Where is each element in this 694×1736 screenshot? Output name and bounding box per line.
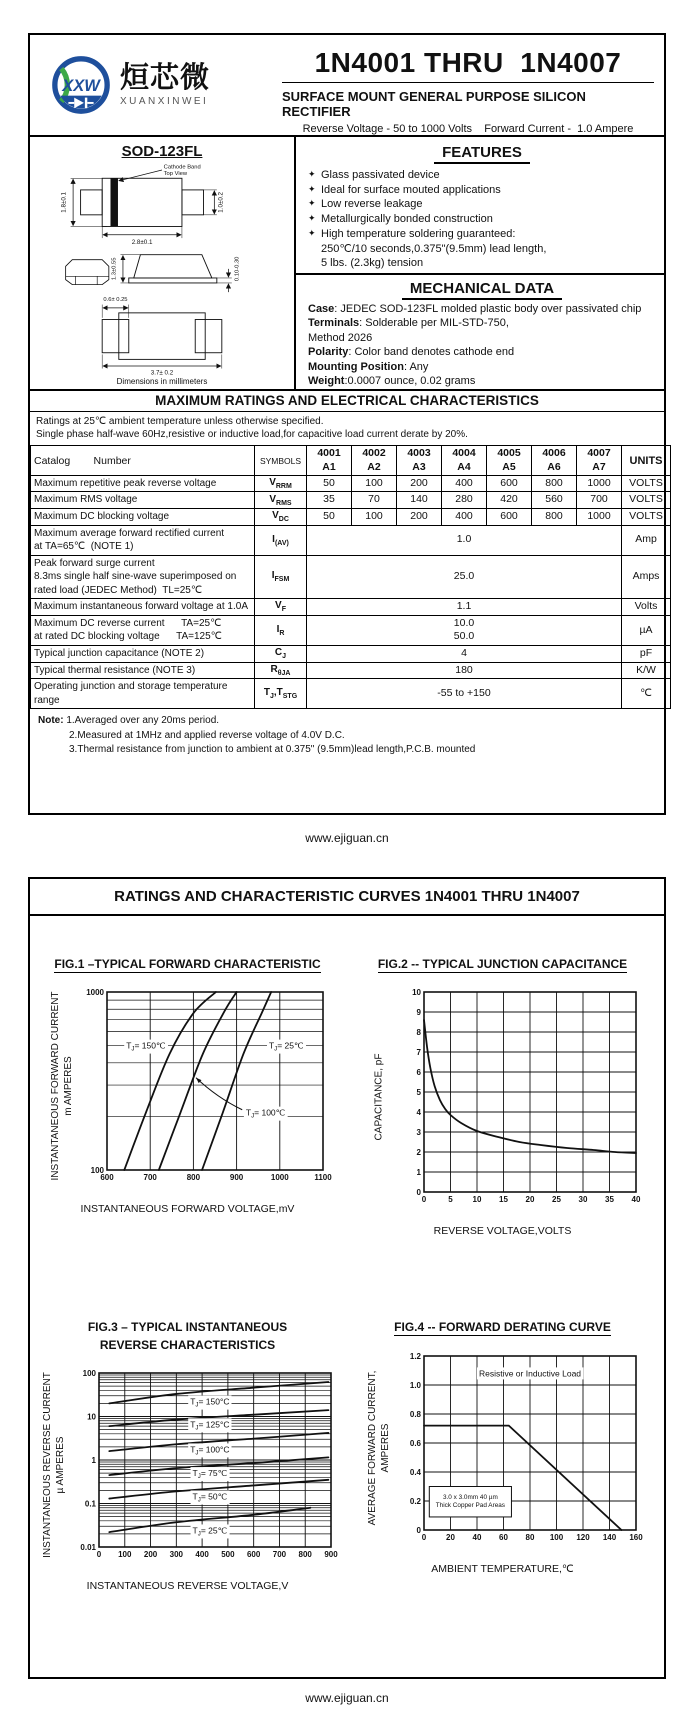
row-value-span: 180	[307, 662, 622, 679]
svg-text:2: 2	[416, 1148, 421, 1158]
row-unit: Volts	[622, 599, 671, 616]
fig1-y-axis-label	[45, 986, 79, 1186]
row-unit: ℃	[622, 679, 671, 709]
table-row	[31, 555, 671, 599]
row-symbol: $I_{(AV)}$	[255, 525, 307, 555]
header-part-number	[307, 446, 352, 475]
bullet-icon: ✦	[308, 169, 316, 179]
feature-item	[308, 242, 656, 257]
feature-text: High temperature soldering guaranteed:	[321, 227, 516, 240]
mechanical-heading: MECHANICAL DATA	[308, 280, 656, 297]
row-value: 1000	[577, 508, 622, 525]
row-value: 35	[307, 492, 352, 509]
feature-text: 5 lbs. (2.3kg) tension	[321, 257, 424, 270]
row-value: 200	[397, 508, 442, 525]
dim-pad-ext: 0.6± 0.25	[103, 297, 128, 304]
package-iso-view	[66, 260, 109, 285]
svg-text:60: 60	[498, 1532, 508, 1542]
svg-text:1100: 1100	[313, 1173, 332, 1183]
bullet-icon: ✦	[308, 227, 316, 238]
svg-text:0: 0	[421, 1195, 426, 1205]
figure-fig1	[30, 956, 345, 1215]
dim-body-width: 2.8±0.1	[131, 238, 153, 246]
table-row	[31, 492, 671, 509]
svg-text:9: 9	[416, 1008, 421, 1018]
row-symbol: $I_{FSM}$	[255, 555, 307, 599]
feature-item	[308, 227, 656, 242]
figure-title-line	[54, 956, 320, 973]
svg-text:TJ= 150°C: $T_J= 150^\circ C$	[189, 1396, 230, 1409]
row-symbol: $C_J$	[255, 645, 307, 662]
svg-text:15: 15	[498, 1195, 508, 1205]
mechanical-data-line: Case: JEDEC SOD-123FL molded plastic body over passivated chip	[308, 302, 642, 315]
note-line: Note: 1.Averaged over any 20ms period.	[38, 715, 220, 727]
features-mechanical-column	[296, 137, 664, 389]
svg-text:TJ= 25℃: $T_J=$ 25℃	[268, 1040, 304, 1053]
mech-label: Terminals	[308, 317, 360, 330]
row-value-span: -55 to +150	[307, 679, 622, 709]
title-rule	[282, 82, 654, 83]
svg-text:500: 500	[220, 1550, 235, 1560]
svg-text:700: 700	[272, 1550, 286, 1560]
features-box	[296, 137, 664, 275]
svg-text:0: 0	[416, 1525, 421, 1535]
svg-text:TJ= 50℃: $T_J=$ 50℃	[192, 1491, 227, 1504]
fig3-y-axis-label	[37, 1367, 71, 1563]
page1-header	[30, 35, 664, 137]
header-part-number	[397, 446, 442, 475]
row-parameter: Peak forward surge current 8.3ms single half sine-wave superimposed on rated load (JEDEC Method) TL=25℃	[31, 555, 255, 599]
row-value: 600	[487, 508, 532, 525]
svg-text:0: 0	[96, 1550, 101, 1560]
row-parameter: Maximum instantaneous forward voltage at 1.0A	[31, 599, 255, 616]
row-value: 100	[352, 508, 397, 525]
svg-text:10: 10	[411, 988, 421, 998]
device-description: SURFACE MOUNT GENERAL PURPOSE SILICON RECTIFIER	[282, 89, 586, 119]
svg-text:700: 700	[143, 1173, 157, 1183]
row-value-span: 1.1	[307, 599, 622, 616]
fig3-plot	[71, 1367, 339, 1563]
row-parameter: Maximum RMS voltage	[31, 492, 255, 509]
part-number: 4005	[497, 447, 521, 460]
feature-item	[308, 197, 656, 212]
table-header-row	[31, 446, 671, 475]
svg-text:1000: 1000	[270, 1173, 289, 1183]
fig2-y-axis-label	[362, 986, 396, 1208]
part-suffix: A5	[502, 460, 516, 473]
svg-text:20: 20	[445, 1532, 455, 1542]
svg-text:100: 100	[117, 1550, 131, 1560]
curves-page-heading: RATINGS AND CHARACTERISTIC CURVES 1N4001 THRU 1N4007	[30, 879, 664, 916]
table-row	[31, 599, 671, 616]
fig3-title	[88, 1319, 287, 1354]
part-number: 4007	[587, 447, 611, 460]
mech-label: Weight	[308, 375, 345, 388]
figure-title-text: FIG.1 –TYPICAL FORWARD CHARACTERISTIC	[54, 957, 321, 971]
package-and-features	[30, 137, 664, 391]
row-value: 560	[532, 492, 577, 509]
row-value: 800	[532, 508, 577, 525]
figure-title-text: FIG.2 -- TYPICAL JUNCTION CAPACITANCE	[377, 957, 628, 971]
curve-TJ=150C	[124, 992, 216, 1170]
row-value: 140	[397, 492, 442, 509]
callout-cathode-band: Cathode Band	[163, 164, 201, 171]
svg-text:8: 8	[416, 1028, 421, 1038]
table-row	[31, 525, 671, 555]
svg-text:120: 120	[575, 1532, 590, 1542]
part-number: 4004	[452, 447, 476, 460]
svg-text:20: 20	[525, 1195, 534, 1205]
svg-text:800: 800	[186, 1173, 200, 1183]
row-symbol: $V_{DC}$	[255, 508, 307, 525]
fig4-x-axis-label: AMBIENT TEMPERATURE,℃	[431, 1562, 574, 1575]
row-unit: K/W	[622, 662, 671, 679]
svg-text:1: 1	[91, 1455, 96, 1465]
table-row	[31, 645, 671, 662]
header-part-number	[577, 446, 622, 475]
part-suffix: A2	[367, 460, 381, 473]
figure-title-line	[88, 1319, 287, 1336]
row-unit: VOLTS	[622, 508, 671, 525]
svg-text:10: 10	[86, 1412, 96, 1422]
row-symbol: $R_{\theta JA}$	[255, 662, 307, 679]
svg-text:TJ= 125°C: $T_J= 125^\circ C$	[189, 1419, 230, 1432]
dim-profile-height: 1.3±0.55	[111, 257, 118, 281]
row-parameter: Maximum repetitive peak reverse voltage	[31, 475, 255, 492]
mechanical-data-line: Method 2026	[308, 331, 373, 344]
svg-text:1000: 1000	[85, 988, 104, 998]
svg-text:6: 6	[416, 1068, 421, 1078]
table-row	[31, 662, 671, 679]
ratings-summary: Reverse Voltage - 50 to 1000 Volts Forward Current - 1.0 Ampere	[302, 123, 634, 135]
feature-text: Glass passivated device	[321, 169, 440, 181]
svg-text:0.1: 0.1	[84, 1499, 96, 1509]
header-part-number	[532, 446, 577, 475]
row-parameter: Typical junction capacitance (NOTE 2)	[31, 645, 255, 662]
svg-text:100: 100	[549, 1532, 563, 1542]
company-name-cn: 烜芯微	[120, 62, 211, 95]
header-symbols: SYMBOLS	[255, 446, 307, 475]
part-suffix: A1	[322, 460, 336, 473]
note-prefix: Note:	[38, 715, 67, 727]
y-axis-label-line: INSTANTANEOUS FORWARD CURRENT	[49, 991, 61, 1181]
mechanical-list	[308, 302, 656, 389]
header-part-number	[442, 446, 487, 475]
row-unit: VOLTS	[622, 492, 671, 509]
note-line: 2.Measured at 1MHz and applied reverse voltage of 4.0V D.C.	[69, 729, 345, 741]
condition-line-1: Ratings at 25℃ ambient temperature unless otherwise specified.	[36, 416, 324, 427]
cathode-band	[110, 178, 117, 226]
svg-text:TJ= 75℃: $T_J=$ 75℃	[192, 1468, 227, 1481]
fig3-x-axis-label: INSTANTANEOUS REVERSE VOLTAGE,V	[86, 1580, 289, 1593]
feature-text: Metallurgically bonded construction	[321, 213, 493, 226]
mech-label: Polarity	[308, 346, 349, 359]
y-axis-label-line: INSTANTANEOUS REVERSE CURRENT	[41, 1372, 53, 1559]
table-row	[31, 475, 671, 492]
figure-title-line	[378, 956, 627, 973]
figure-title-line	[88, 1337, 287, 1354]
svg-text:100: 100	[82, 1368, 96, 1378]
company-name-en: XUANXINWEI	[120, 95, 209, 107]
bullet-icon: ✦	[308, 183, 316, 194]
svg-text:0.6: 0.6	[409, 1438, 421, 1448]
svg-text:Resistive or Inductive Load: Resistive or Inductive Load	[478, 1368, 581, 1379]
row-unit: pF	[622, 645, 671, 662]
package-top-view	[81, 178, 204, 226]
row-parameter: Maximum average forward rectified current at TA=65℃ (NOTE 1)	[31, 525, 255, 555]
package-profile-view	[129, 255, 217, 283]
svg-text:800: 800	[298, 1550, 312, 1560]
row-symbol: $V_{RRM}$	[255, 475, 307, 492]
mechanical-data-box	[296, 275, 664, 389]
part-suffix: A7	[592, 460, 606, 473]
svg-text:200: 200	[143, 1550, 157, 1560]
part-number: 4006	[542, 447, 566, 460]
callout-top-view: Top View	[163, 170, 188, 177]
figures-grid	[30, 916, 664, 1622]
fig2-x-axis-label: REVERSE VOLTAGE,VOLTS	[433, 1225, 572, 1238]
package-name: SOD-123FL	[121, 143, 203, 160]
title-block	[282, 35, 664, 135]
fig4-title	[394, 1319, 611, 1336]
fig1-body	[45, 986, 331, 1186]
figure-title-text: REVERSE CHARACTERISTICS	[99, 1337, 276, 1352]
svg-text:40: 40	[472, 1532, 481, 1542]
y-axis-label-line: µ AMPERES	[54, 1436, 66, 1494]
row-value: 50	[307, 475, 352, 492]
row-unit: Amp	[622, 525, 671, 555]
row-value-span: 25.0	[307, 555, 622, 599]
svg-text:0: 0	[421, 1532, 426, 1542]
part-suffix: A6	[547, 460, 561, 473]
package-outline-box	[30, 137, 296, 389]
fig4-body	[362, 1350, 644, 1546]
max-ratings-heading: MAXIMUM RATINGS AND ELECTRICAL CHARACTERISTICS	[30, 391, 664, 412]
svg-text:TJ= 25℃: $T_J=$ 25℃	[192, 1525, 227, 1538]
features-heading: FEATURES	[308, 144, 656, 161]
logo-icon	[50, 54, 112, 116]
row-value-span: 10.0 50.0	[307, 615, 622, 645]
svg-text:900: 900	[229, 1173, 243, 1183]
row-value: 420	[487, 492, 532, 509]
row-value: 800	[532, 475, 577, 492]
row-value: 50	[307, 508, 352, 525]
row-symbol: $V_{RMS}$	[255, 492, 307, 509]
header-part-number	[352, 446, 397, 475]
row-value: 1000	[577, 475, 622, 492]
svg-text:0.4: 0.4	[409, 1467, 421, 1477]
svg-text:0: 0	[416, 1188, 421, 1198]
feature-item	[308, 212, 656, 227]
callout-leader	[119, 170, 162, 181]
y-axis-label-line: AVERAGE FORWARD CURRENT,	[366, 1370, 378, 1526]
y-axis-label-line: CAPACITANCE, pF	[373, 1053, 384, 1141]
condition-line-2: Single phase half-wave 60Hz,resistive or inductive load,for capacitive load current derate by 20%.	[36, 429, 468, 441]
row-value: 280	[442, 492, 487, 509]
fig1-plot	[79, 986, 331, 1186]
brand-logo	[30, 35, 282, 135]
bullet-icon: ✦	[308, 198, 316, 209]
mechanical-data-line: Terminals: Solderable per MIL-STD-750,	[308, 317, 509, 330]
dim-total-width: 3.7± 0.2	[150, 369, 174, 376]
svg-text:TJ= 150℃: $T_J=$ 150℃	[125, 1040, 166, 1053]
figure-fig4	[345, 1319, 660, 1574]
svg-text:1: 1	[416, 1168, 421, 1178]
row-unit: Amps	[622, 555, 671, 599]
note-line: 3.Thermal resistance from junction to ambient at 0.375" (9.5mm)lead length,P.C.B. mounted	[69, 744, 476, 756]
svg-text:TJ= 100°C: $T_J= 100^\circ C$	[189, 1444, 230, 1457]
datasheet-page-1	[28, 33, 666, 815]
feature-text: 250℃/10 seconds,0.375"(9.5mm) lead length,	[321, 242, 547, 255]
svg-text:100: 100	[90, 1166, 104, 1176]
figure-fig2	[345, 956, 660, 1237]
svg-text:140: 140	[602, 1532, 616, 1542]
svg-text:600: 600	[246, 1550, 260, 1560]
dim-standoff: 0.10-0.30	[234, 256, 241, 282]
profile-dim-ext	[120, 255, 231, 283]
row-value: 600	[487, 475, 532, 492]
pad-dim-arrows	[103, 308, 221, 366]
svg-text:0.2: 0.2	[409, 1496, 421, 1506]
svg-text:600: 600	[99, 1173, 114, 1183]
table-row	[31, 508, 671, 525]
svg-text:400: 400	[194, 1550, 209, 1560]
row-value: 400	[442, 508, 487, 525]
ratings-table	[30, 445, 671, 709]
y-axis-label-line: m AMPERES	[62, 1056, 74, 1117]
row-parameter: Operating junction and storage temperature range	[31, 679, 255, 709]
dim-body-height: 1.8±0.1	[60, 192, 68, 213]
fig2-plot	[396, 986, 644, 1208]
svg-text:5: 5	[416, 1088, 421, 1098]
fig4-y-axis-label	[362, 1350, 396, 1546]
part-suffix: A4	[457, 460, 471, 473]
header-catalog: Catalog Number	[31, 446, 255, 475]
feature-text: Ideal for surface mouted applications	[321, 183, 501, 196]
header-part-number	[487, 446, 532, 475]
row-unit: µA	[622, 615, 671, 645]
part-number-title: 1N4001 THRU 1N4007	[314, 47, 622, 78]
notes-block	[30, 709, 664, 763]
svg-text:25: 25	[551, 1195, 561, 1205]
fig1-title	[54, 956, 320, 973]
mech-label: Mounting Position	[308, 360, 404, 373]
svg-text:1.2: 1.2	[409, 1351, 421, 1361]
row-parameter: Maximum DC blocking voltage	[31, 508, 255, 525]
figure-title-line	[394, 1319, 611, 1336]
svg-text:900: 900	[323, 1550, 338, 1560]
header-units: UNITS	[622, 446, 671, 475]
test-conditions	[30, 412, 664, 445]
y-axis-label-line: AMPERES	[379, 1423, 391, 1473]
fig2-body	[362, 986, 644, 1208]
features-list	[308, 168, 656, 271]
dim-lead-height: 1.0±0.2	[217, 192, 225, 213]
svg-text:40: 40	[631, 1195, 640, 1205]
svg-text:4: 4	[416, 1108, 421, 1118]
svg-text:7: 7	[416, 1048, 421, 1058]
page1-spacer	[30, 763, 664, 813]
table-row	[31, 615, 671, 645]
row-value: 400	[442, 475, 487, 492]
datasheet-page-2	[28, 877, 666, 1679]
bullet-icon: ✦	[308, 213, 316, 224]
svg-text:30: 30	[578, 1195, 587, 1205]
row-value: 700	[577, 492, 622, 509]
svg-text:3: 3	[416, 1128, 421, 1138]
svg-text:80: 80	[525, 1532, 534, 1542]
part-suffix: A3	[412, 460, 426, 473]
feature-item	[308, 183, 656, 198]
figure-title-text: FIG.4 -- FORWARD DERATING CURVE	[394, 1320, 611, 1335]
logo-text	[120, 63, 210, 106]
svg-text:300: 300	[169, 1550, 183, 1560]
row-value: 70	[352, 492, 397, 509]
svg-text:0.01: 0.01	[79, 1542, 96, 1552]
row-symbol: $I_R$	[255, 615, 307, 645]
footer-url-page1: www.ejiguan.cn	[305, 831, 389, 845]
footer-url-page2: www.ejiguan.cn	[305, 1691, 389, 1705]
svg-text:10: 10	[472, 1195, 481, 1205]
table-row	[31, 679, 671, 709]
pad-dim-ext	[102, 305, 222, 369]
package-drawing	[34, 160, 290, 376]
svg-text:0.8: 0.8	[409, 1409, 421, 1419]
row-value-span: 4	[307, 645, 622, 662]
figure-title-text: FIG.3 – TYPICAL INSTANTANEOUS	[87, 1320, 288, 1335]
dimension-lines	[71, 178, 217, 238]
row-parameter: Typical thermal resistance (NOTE 3)	[31, 662, 255, 679]
svg-text:TJ= 100℃: $T_J=$ 100℃	[245, 1108, 285, 1121]
figure-fig3	[30, 1319, 345, 1592]
package-pad-layout	[102, 313, 222, 360]
fig1-x-axis-label: INSTANTANEOUS FORWARD VOLTAGE,mV	[80, 1203, 295, 1216]
feature-item	[308, 168, 656, 183]
mechanical-data-line: Weight:0.0007 ounce, 0.02 grams	[308, 375, 476, 388]
part-number: 4003	[407, 447, 431, 460]
mechanical-data-line: Polarity: Color band denotes cathode end	[308, 346, 515, 359]
svg-text:1.0: 1.0	[409, 1380, 421, 1390]
part-number: 4002	[362, 447, 386, 460]
feature-item	[308, 256, 656, 271]
dimensions-note: Dimensions in millimeters	[116, 377, 208, 386]
fig3-body	[37, 1367, 339, 1563]
mechanical-data-line: Mounting Position: Any	[308, 360, 429, 373]
svg-text:5: 5	[447, 1195, 453, 1205]
mech-label: Case	[308, 302, 335, 315]
row-value: 100	[352, 475, 397, 492]
svg-text:Thick Copper Pad Areas: Thick Copper Pad Areas	[435, 1502, 505, 1510]
row-value: 200	[397, 475, 442, 492]
fig2-title	[378, 956, 627, 973]
row-symbol: $V_F$	[255, 599, 307, 616]
svg-text:3.0 x 3.0mm 40 µm: 3.0 x 3.0mm 40 µm	[442, 1494, 498, 1502]
row-value-span: 1.0	[307, 525, 622, 555]
svg-text:35: 35	[604, 1195, 614, 1205]
part-number: 4001	[317, 447, 341, 460]
row-unit: VOLTS	[622, 475, 671, 492]
feature-text: Low reverse leakage	[321, 198, 423, 211]
svg-text:XXW: XXW	[62, 76, 100, 95]
fig4-plot	[396, 1350, 644, 1546]
row-parameter: Maximum DC reverse current TA=25℃ at rated DC blocking voltage TA=125℃	[31, 615, 255, 645]
row-symbol: $T_J,T_{STG}$	[255, 679, 307, 709]
svg-text:160: 160	[628, 1532, 643, 1542]
